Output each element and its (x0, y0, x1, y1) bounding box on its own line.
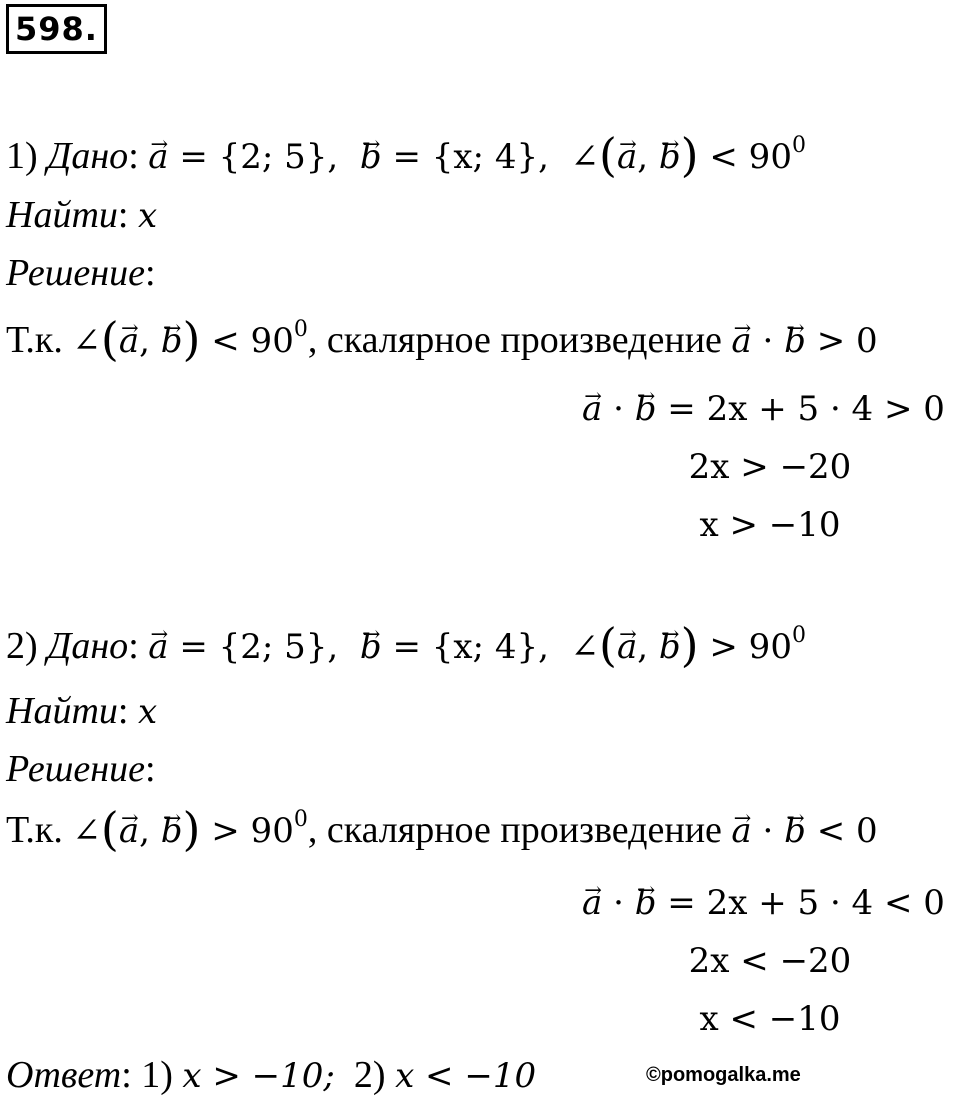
answer-part2-value: x < −10 (395, 1056, 537, 1096)
part2-reason-text: , скалярное произведение (307, 809, 722, 851)
part1-reason-rel: > 0 (816, 321, 878, 361)
part1-find-line: Найти: x (6, 194, 158, 236)
part2-eq3: x < −10 (699, 999, 841, 1039)
part1-reason-line: Т.к. ∠(→ a, → $b) < 90^0$, скалярное произведение → a · → b > 0 (6, 316, 878, 364)
part1-given-label: Дано (47, 135, 129, 177)
part2-solution-label: Решение (6, 748, 145, 790)
part2-given-a: {2; 5}, (218, 627, 339, 667)
part2-find-label: Найти (6, 690, 118, 732)
copyright-text: ©pomogalka.me (646, 1064, 801, 1086)
part1-solution-line: Решение: (6, 252, 156, 294)
part1-eq2: 2x > −20 (688, 447, 852, 487)
task-number: 598. (6, 4, 107, 54)
part1-find-var: x (137, 196, 158, 236)
part2-find-var: x (137, 692, 158, 732)
part1-given-angle: < 90 (709, 137, 792, 177)
part1-index: 1) (6, 135, 38, 177)
part1-given-line: 1) Дано: → a = {2; 5}, → b = {x; 4}, ∠(→ a, → $b) < 90^0$ (6, 132, 806, 180)
part1-solution-label: Решение (6, 252, 145, 294)
part1-given-a: {2; 5}, (218, 137, 339, 177)
part2-reason-prefix: Т.к. (6, 809, 63, 851)
part1-reason-angle: < 90 (211, 321, 294, 361)
part1-reason-prefix: Т.к. (6, 319, 63, 361)
part1-find-label: Найти (6, 194, 118, 236)
part1-eq1-text: = 2x + 5 · 4 > 0 (667, 389, 945, 429)
part2-reason-line: Т.к. ∠(→ a, → $b) > 90^0$, скалярное произведение → a · → b < 0 (6, 806, 878, 854)
part2-eq1: → a · → b = 2x + 5 · 4 < 0 (582, 880, 945, 926)
answer-label: Ответ (6, 1054, 122, 1096)
answer-part2-index: 2) (353, 1054, 386, 1096)
part2-given-angle: > 90 (709, 627, 792, 667)
answer-part1-index: 1) (141, 1054, 173, 1096)
part1-eq3: x > −10 (699, 505, 841, 545)
part2-eq1-text: = 2x + 5 · 4 < 0 (667, 883, 945, 923)
part1-eq1: → a · → b = 2x + 5 · 4 > 0 (582, 386, 945, 432)
part2-reason-rel: < 0 (816, 811, 878, 851)
part2-reason-angle: > 90 (211, 811, 294, 851)
answer-part1-value: x > −10; (182, 1056, 335, 1096)
part1-reason-text: , скалярное произведение (307, 319, 722, 361)
part2-given-b: {x; 4}, (431, 627, 549, 667)
part2-index: 2) (6, 625, 38, 667)
part2-eq2: 2x < −20 (688, 941, 852, 981)
part2-given-label: Дано (47, 625, 129, 667)
answer-line: Ответ: 1) x > −10; 2) x < −10 (6, 1054, 537, 1096)
part2-given-line: 2) Дано: → a = {2; 5}, → b = {x; 4}, ∠(→ a, → $b) > 90^0$ (6, 622, 806, 670)
part2-solution-line: Решение: (6, 748, 156, 790)
part1-given-b: {x; 4}, (431, 137, 549, 177)
part2-find-line: Найти: x (6, 690, 158, 732)
